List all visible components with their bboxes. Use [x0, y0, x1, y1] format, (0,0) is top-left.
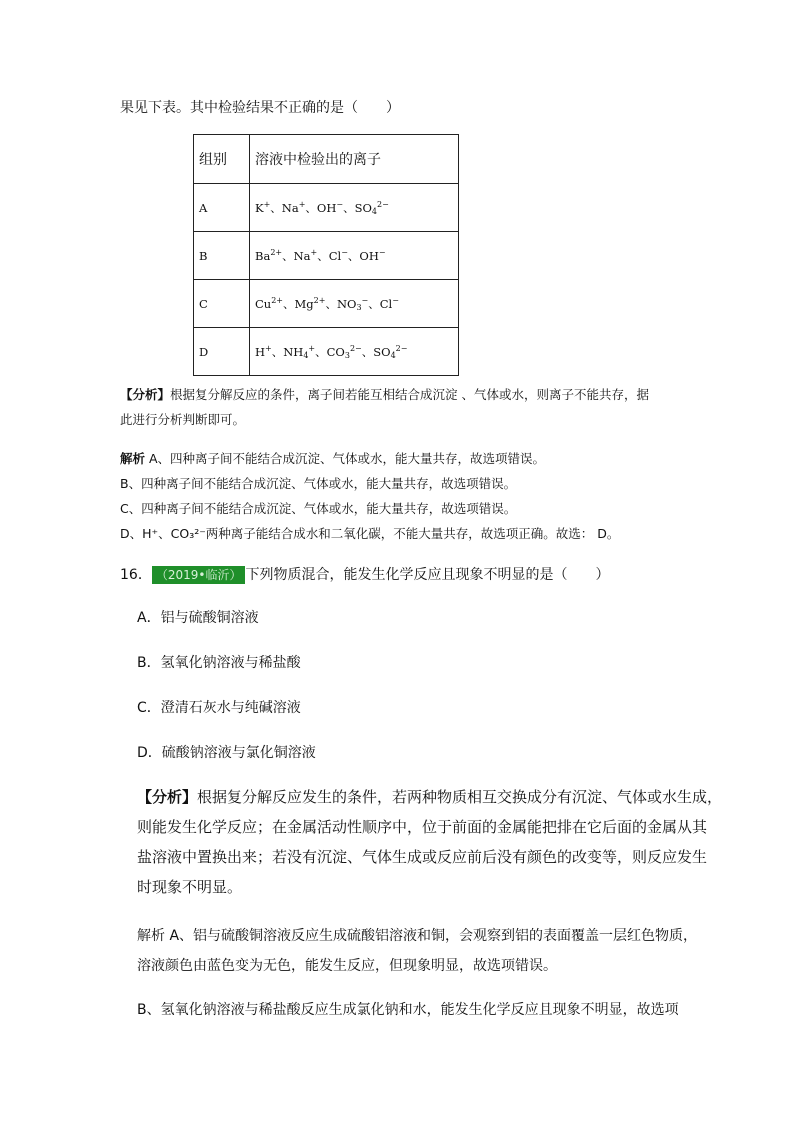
solution-1-line-c: C、四种离子间不能结合成沉淀、气体或水，能大量共存，故选项错误。 — [120, 501, 517, 516]
analysis-2-line-2: 则能发生化学反应；在金属活动性顺序中，位于前面的金属能把排在它后面的金属从其 — [137, 818, 708, 836]
row-ions: $Cu^{2+}$、$Mg^{2+}$、$NO_3^-$、Cl− — [250, 280, 459, 328]
analysis-2-line-1 — [137, 786, 722, 808]
table-row — [194, 184, 459, 232]
ion-detection-table — [193, 134, 459, 376]
row-ions: H+、$NH_4^+$、$CO_3^{2-}$、$SO_4^{2-}$ — [250, 328, 459, 376]
solution-1-label: 解析 — [120, 451, 146, 466]
row-group: A — [194, 184, 250, 232]
question-16-source-tag: （2019•临沂） — [152, 566, 246, 584]
analysis-1-line-2: 此进行分析判断即可。 — [120, 412, 246, 427]
analysis-1-text-1: 根据复分解反应的条件，离子间若能互相结合成沉淀 、气体或水，则离子不能共存，据 — [170, 387, 649, 402]
row-group: C — [194, 280, 250, 328]
row-group: D — [194, 328, 250, 376]
solution-2-line-3: B、氢氧化钠溶液与稀盐酸反应生成氯化钠和水，能发生化学反应且现象不明显，故选项 — [137, 1002, 679, 1018]
solution-1-line-a — [120, 450, 545, 468]
row-ions: K+、Na+、OH−、$SO_4^{2-}$ — [250, 184, 459, 232]
question-16-number: 16． — [120, 567, 152, 583]
header-group: 组别 — [194, 135, 250, 184]
row-ions: $Ba^{2+}$、Na+、Cl−、OH− — [250, 232, 459, 280]
option-b: B．氢氧化钠溶液与稀盐酸 — [137, 655, 301, 671]
header-ions: 溶液中检验出的离子 — [250, 135, 459, 184]
table-header-row — [194, 135, 459, 184]
table-row — [194, 280, 459, 328]
option-a: A．铝与硫酸铜溶液 — [137, 610, 259, 626]
solution-2-line-1: 解析 A、铝与硫酸铜溶液反应生成硫酸铝溶液和铜，会观察到铝的表面覆盖一层红色物质， — [137, 928, 698, 944]
question-intro-line: 果见下表。其中检验结果不正确的是（ ） — [120, 100, 400, 116]
solution-1-text-a: A、四种离子间不能结合成沉淀、气体或水，能大量共存，故选项错误。 — [149, 451, 546, 466]
table-row — [194, 328, 459, 376]
analysis-2-text-1: 根据复分解反应发生的条件，若两种物质相互交换成分有沉淀、气体或水生成， — [197, 788, 723, 806]
analysis-1-label: 【分析】 — [120, 387, 171, 402]
solution-1-line-d: D、H⁺、CO₃²⁻两种离子能结合成水和二氧化碳，不能大量共存，故选项正确。故选： D。 — [120, 526, 620, 541]
question-16-stem-line — [120, 565, 609, 585]
analysis-2-line-3: 盐溶液中置换出来；若没有沉淀、气体生成或反应前后没有颜色的改变等，则反应发生 — [137, 848, 708, 866]
analysis-2-line-4: 时现象不明显。 — [137, 878, 243, 896]
table-row — [194, 232, 459, 280]
question-16-stem: 下列物质混合，能发生化学反应且现象不明显的是（ ） — [245, 567, 610, 583]
option-d: D．硫酸钠溶液与氯化铜溶液 — [137, 745, 316, 761]
analysis-1-line-1 — [120, 386, 649, 404]
solution-1-line-b: B、四种离子间不能结合成沉淀、气体或水，能大量共存，故选项错误。 — [120, 476, 517, 491]
row-group: B — [194, 232, 250, 280]
option-c: C．澄清石灰水与纯碱溶液 — [137, 700, 301, 716]
solution-2-line-2: 溶液颜色由蓝色变为无色，能发生反应，但现象明显，故选项错误。 — [137, 958, 557, 974]
analysis-2-label: 【分析】 — [137, 788, 198, 806]
